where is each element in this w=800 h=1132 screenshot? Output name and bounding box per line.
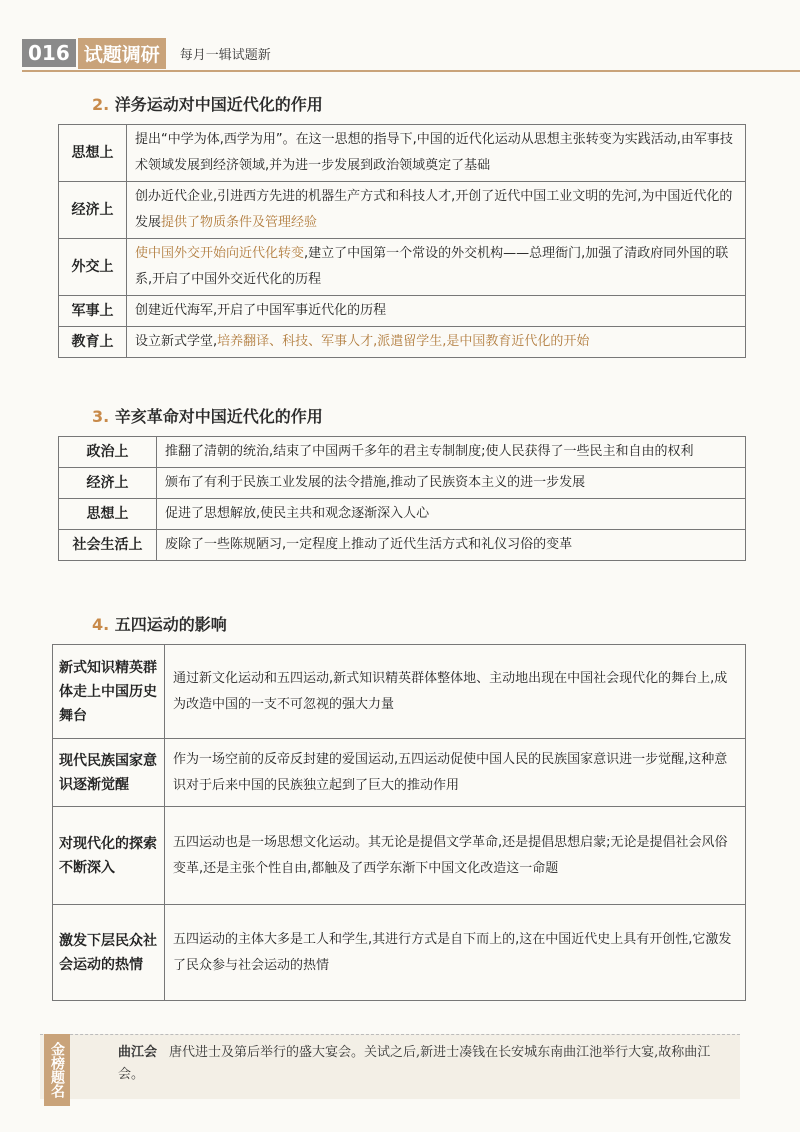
row-label: 思想上	[59, 499, 157, 530]
section-4-table	[52, 644, 746, 1001]
table-row	[53, 645, 746, 739]
footer-tab: 金榜题名	[44, 1034, 70, 1106]
section-2-number: 2.	[92, 95, 110, 114]
row-content	[127, 327, 746, 358]
header-subtitle: 每月一辑试题新	[179, 47, 271, 63]
table-row	[59, 499, 746, 530]
row-content	[127, 182, 746, 239]
row-label: 对现代化的探索不断深入	[53, 807, 165, 905]
row-label: 经济上	[59, 182, 127, 239]
table-row	[59, 125, 746, 182]
section-3-number: 3.	[92, 407, 110, 426]
section-2-table	[58, 124, 746, 358]
row-label: 新式知识精英群体走上中国历史舞台	[53, 645, 165, 739]
row-label: 军事上	[59, 296, 127, 327]
row-label: 社会生活上	[59, 530, 157, 561]
row-highlight: 培养翻译、科技、军事人才,派遣留学生,是中国教育近代化的开始	[217, 334, 590, 349]
row-label: 外交上	[59, 239, 127, 296]
section-2-title	[92, 92, 323, 115]
table-row	[53, 739, 746, 807]
row-text: 废除了一些陈规陋习,一定程度上推动了近代生活方式和礼仪习俗的变革	[157, 530, 746, 561]
table-row	[53, 807, 746, 905]
section-2-heading: 洋务运动对中国近代化的作用	[114, 95, 323, 114]
row-label: 经济上	[59, 468, 157, 499]
table-row	[59, 468, 746, 499]
table-row	[59, 437, 746, 468]
footer-definition: 唐代进士及第后举行的盛大宴会。关试之后,新进士凑钱在长安城东南曲江池举行大宴,故称曲江会。	[118, 1045, 711, 1082]
footer-term: 曲江会	[118, 1045, 158, 1060]
row-highlight: 提供了物质条件及管理经验	[161, 215, 318, 230]
row-text: 创建近代海军,开启了中国军事近代化的历程	[127, 296, 746, 327]
footer-note	[118, 1042, 728, 1086]
table-row	[59, 530, 746, 561]
row-highlight: 使中国外交开始向近代化转变	[135, 246, 305, 261]
page-number: 016	[22, 39, 76, 67]
section-4-number: 4.	[92, 615, 110, 634]
row-content	[127, 239, 746, 296]
row-text: 五四运动的主体大多是工人和学生,其进行方式是自下而上的,这在中国近代史上具有开创性,它激发了民众参与社会运动的热情	[165, 905, 746, 1001]
section-3-table	[58, 436, 746, 561]
header-rule	[22, 70, 800, 72]
row-text: 五四运动也是一场思想文化运动。其无论是提倡文学革命,还是提倡思想启蒙;无论是提倡社会风俗变革,还是主张个性自由,都触及了西学东渐下中国文化改造这一命题	[165, 807, 746, 905]
row-label: 政治上	[59, 437, 157, 468]
row-text: 推翻了清朝的统治,结束了中国两千多年的君主专制制度;使人民获得了一些民主和自由的权利	[157, 437, 746, 468]
table-row	[59, 182, 746, 239]
row-text: 促进了思想解放,使民主共和观念逐渐深入人心	[157, 499, 746, 530]
row-text: 提出“中学为体,西学为用”。在这一思想的指导下,中国的近代化运动从思想主张转变为实践活动,由军事技术领域发展到经济领域,并为进一步发展到政治领域奠定了基础	[127, 125, 746, 182]
row-label: 思想上	[59, 125, 127, 182]
table-row	[53, 905, 746, 1001]
page-header	[22, 36, 271, 70]
row-label: 教育上	[59, 327, 127, 358]
row-text: ,建立了中国第一个常设的外交机构——总理衙门,加强了清政府同外国的联系,开启了中国外交近代化的历程	[135, 246, 729, 287]
table-row	[59, 296, 746, 327]
section-4-title	[92, 612, 227, 635]
table-row	[59, 239, 746, 296]
row-text: 设立新式学堂,	[135, 334, 218, 349]
row-label: 激发下层民众社会运动的热情	[53, 905, 165, 1001]
column-name: 试题调研	[78, 38, 166, 69]
row-text: 通过新文化运动和五四运动,新式知识精英群体整体地、主动地出现在中国社会现代化的舞台上,成为改造中国的一支不可忽视的强大力量	[165, 645, 746, 739]
section-3-title	[92, 404, 323, 427]
row-text: 创办近代企业,引进西方先进的机器生产方式和科技人才,开创了近代中国工业文明的先河,为中国近代化的发展	[135, 189, 733, 230]
section-3-heading: 辛亥革命对中国近代化的作用	[114, 407, 323, 426]
row-label: 现代民族国家意识逐渐觉醒	[53, 739, 165, 807]
row-text: 作为一场空前的反帝反封建的爱国运动,五四运动促使中国人民的民族国家意识进一步觉醒,这种意识对于后来中国的民族独立起到了巨大的推动作用	[165, 739, 746, 807]
table-row	[59, 327, 746, 358]
row-text: 颁布了有利于民族工业发展的法令措施,推动了民族资本主义的进一步发展	[157, 468, 746, 499]
section-4-heading: 五四运动的影响	[114, 615, 227, 634]
